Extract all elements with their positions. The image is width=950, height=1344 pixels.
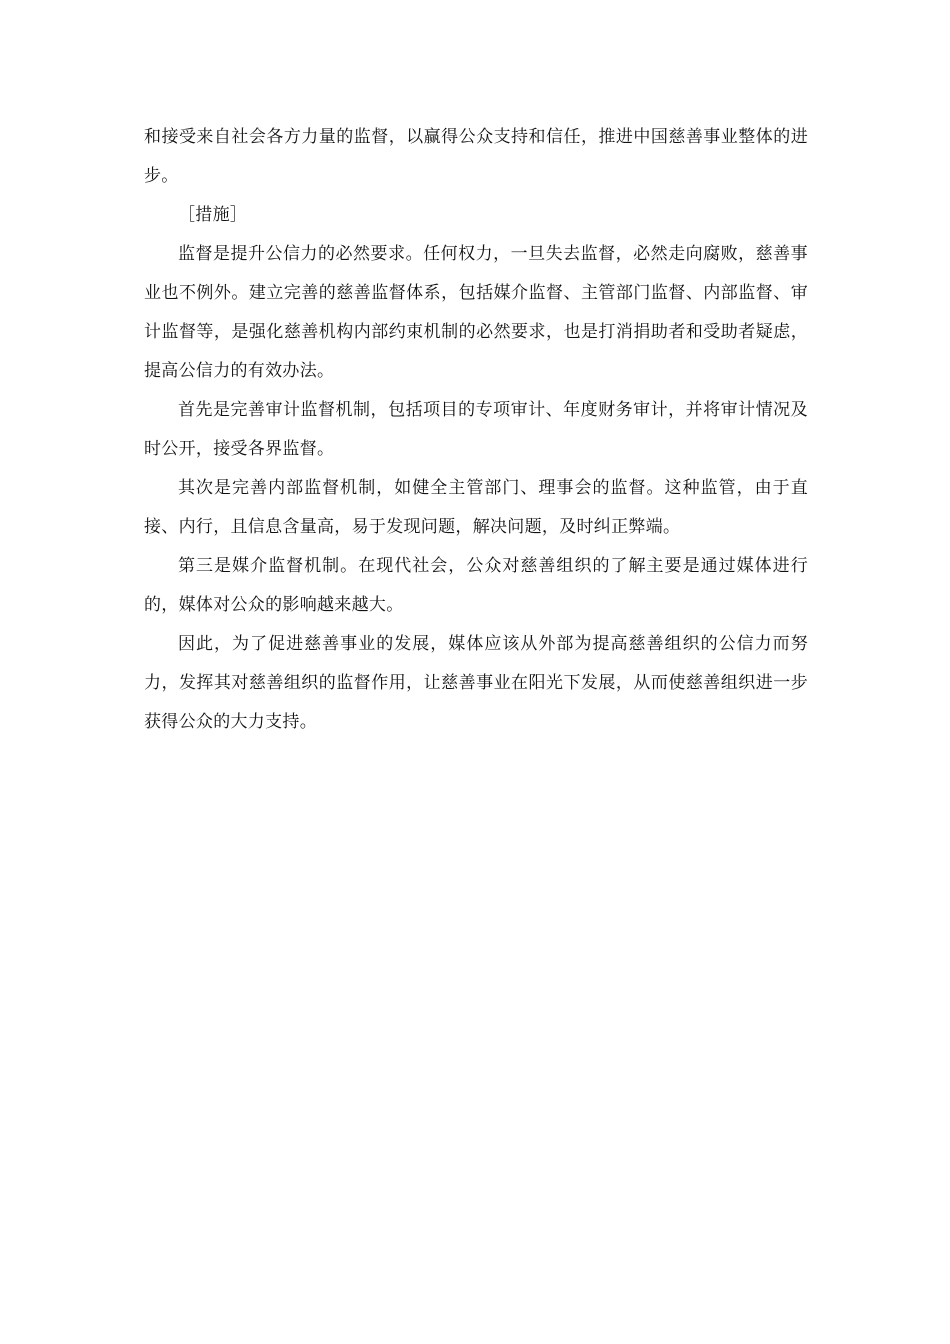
paragraph-continuation: 和接受来自社会各方力量的监督，以赢得公众支持和信任，推进中国慈善事业整体的进步。 bbox=[144, 127, 808, 186]
paragraph-supervision-intro: 监督是提升公信力的必然要求。任何权力，一旦失去监督，必然走向腐败，慈善事业也不例外。建立完善的慈善监督体系，包括媒介监督、主管部门监督、内部监督、审计监督等，是强化慈善机构内部约束机制的必然要求，也是打消捐助者和受助者疑虑，提高公信力的有效办法。 bbox=[144, 244, 808, 381]
paragraph-audit-supervision: 首先是完善审计监督机制，包括项目的专项审计、年度财务审计，并将审计情况及时公开，接受各界监督。 bbox=[144, 400, 808, 459]
paragraph-internal-supervision: 其次是完善内部监督机制，如健全主管部门、理事会的监督。这种监管，由于直接、内行，且信息含量高，易于发现问题，解决问题，及时纠正弊端。 bbox=[144, 478, 808, 537]
section-heading-measures: ［措施］ bbox=[178, 205, 248, 225]
paragraph-conclusion: 因此，为了促进慈善事业的发展，媒体应该从外部为提高慈善组织的公信力而努力，发挥其对慈善组织的监督作用，让慈善事业在阳光下发展，从而使慈善组织进一步获得公众的大力支持。 bbox=[144, 634, 808, 732]
paragraph-media-supervision: 第三是媒介监督机制。在现代社会，公众对慈善组织的了解主要是通过媒体进行的，媒体对公众的影响越来越大。 bbox=[144, 556, 808, 615]
document-body bbox=[144, 118, 808, 742]
